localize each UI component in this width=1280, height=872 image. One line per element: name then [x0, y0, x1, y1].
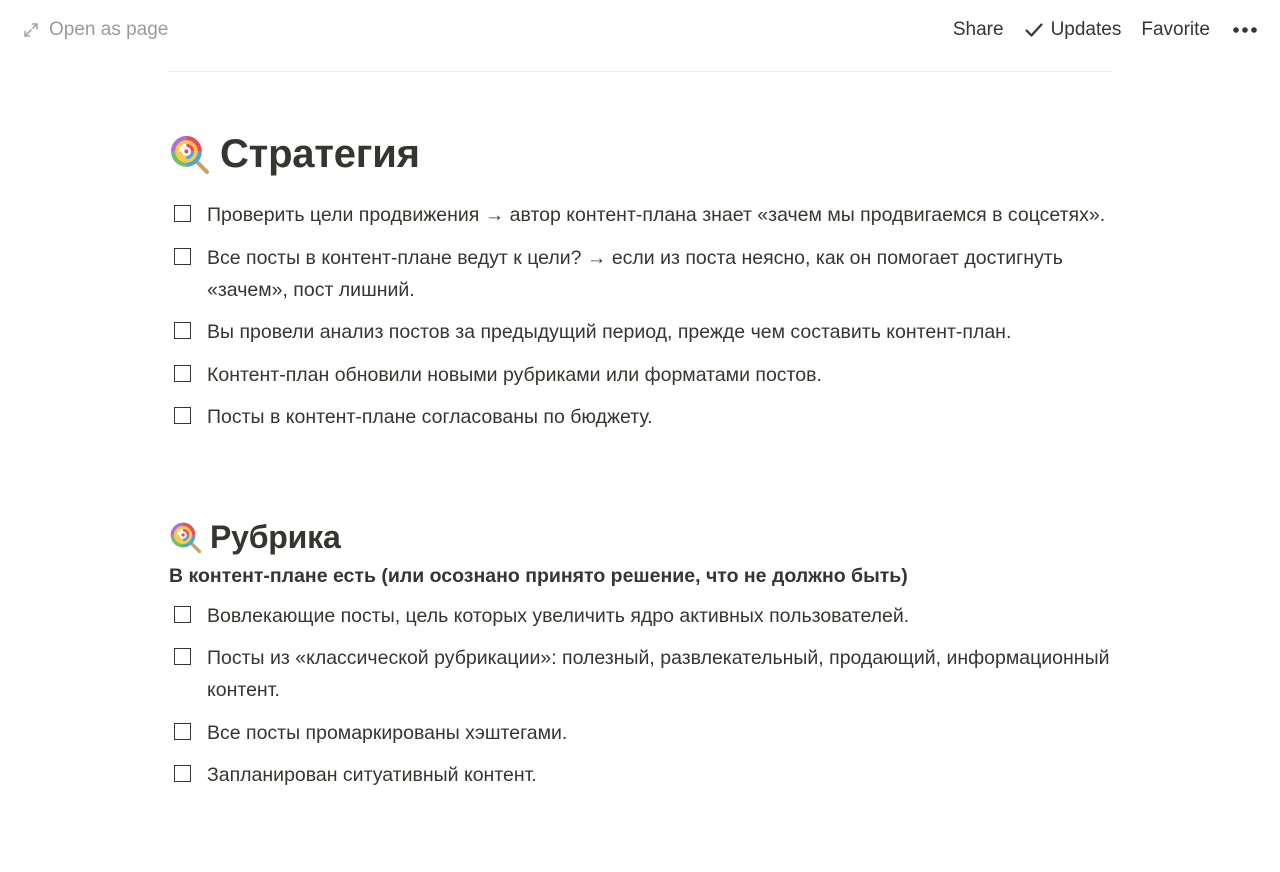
- todo-checkbox[interactable]: [174, 322, 191, 339]
- todo-item: [169, 759, 1115, 791]
- expand-arrow-icon: [22, 21, 40, 39]
- todo-item: [169, 717, 1115, 749]
- todo-item: [169, 316, 1115, 348]
- check-icon: [1024, 20, 1044, 40]
- section-heading: [169, 516, 1115, 560]
- todo-text: Вы провели анализ постов за предыдущий период, прежде чем составить контент-план.: [207, 321, 1012, 343]
- todo-checkbox[interactable]: [174, 765, 191, 782]
- todo-checkbox[interactable]: [174, 205, 191, 222]
- todo-text: Контент-план обновили новыми рубриками или форматами постов.: [207, 363, 822, 386]
- favorite-label: Favorite: [1141, 19, 1210, 40]
- todo-checkbox[interactable]: [174, 365, 191, 382]
- todo-item: [169, 199, 1115, 231]
- section-spacer: [169, 444, 1115, 516]
- page-content: [169, 126, 1115, 802]
- todo-text: Все посты в контент-плане ведут к цели? → если из поста неясно, как он помогает достигнуть «зачем», пост лишний.: [207, 246, 1063, 301]
- todo-text: Посты из «классической рубрикации»: полезный, развлекательный, продающий, информационный контент.: [207, 647, 1110, 701]
- top-actions: [943, 16, 1266, 44]
- todo-text: Запланирован ситуативный контент.: [207, 764, 537, 786]
- todo-text: Вовлекающие посты, цель которых увеличить ядро активных пользователей.: [207, 604, 910, 627]
- todo-item: [169, 642, 1115, 706]
- spacer: [169, 182, 1115, 199]
- todo-item: [169, 600, 1115, 632]
- todo-item: [169, 359, 1115, 391]
- updates-button[interactable]: [1014, 16, 1132, 44]
- todo-item: [169, 242, 1115, 306]
- todo-checkbox[interactable]: [174, 248, 191, 265]
- lollipop-icon: [169, 521, 202, 554]
- updates-label: Updates: [1050, 19, 1122, 40]
- todo-checkbox[interactable]: [174, 648, 191, 665]
- todo-list-rubric: [169, 600, 1115, 792]
- todo-list-strategy: [169, 199, 1115, 433]
- todo-item: [169, 401, 1115, 433]
- share-button[interactable]: [943, 16, 1014, 44]
- todo-checkbox[interactable]: [174, 407, 191, 424]
- share-label: Share: [952, 19, 1004, 40]
- section-subtitle: В контент-плане есть (или осознано принято решение, что не должно быть): [169, 564, 908, 587]
- more-dots-icon: [1232, 26, 1258, 34]
- section-title: Рубрика: [210, 519, 341, 555]
- todo-text: Все посты промаркированы хэштегами.: [207, 721, 568, 744]
- lollipop-icon: [169, 134, 210, 175]
- section-heading: [169, 126, 1115, 182]
- section-rubric: [169, 516, 1115, 792]
- header-divider: [167, 71, 1113, 72]
- section-strategy: [169, 126, 1115, 433]
- todo-checkbox[interactable]: [174, 606, 191, 623]
- favorite-button[interactable]: [1131, 16, 1220, 44]
- open-as-page-button[interactable]: [22, 17, 168, 43]
- top-bar: [0, 0, 1280, 60]
- todo-checkbox[interactable]: [174, 723, 191, 740]
- todo-text: Проверить цели продвижения → автор контент-плана знает «зачем мы продвигаемся в соцсетях».: [207, 204, 1106, 226]
- open-as-page-label: Open as page: [49, 19, 169, 40]
- section-title: Стратегия: [220, 131, 420, 176]
- more-options-button[interactable]: [1220, 16, 1266, 44]
- todo-text: Посты в контент-плане согласованы по бюджету.: [207, 406, 653, 428]
